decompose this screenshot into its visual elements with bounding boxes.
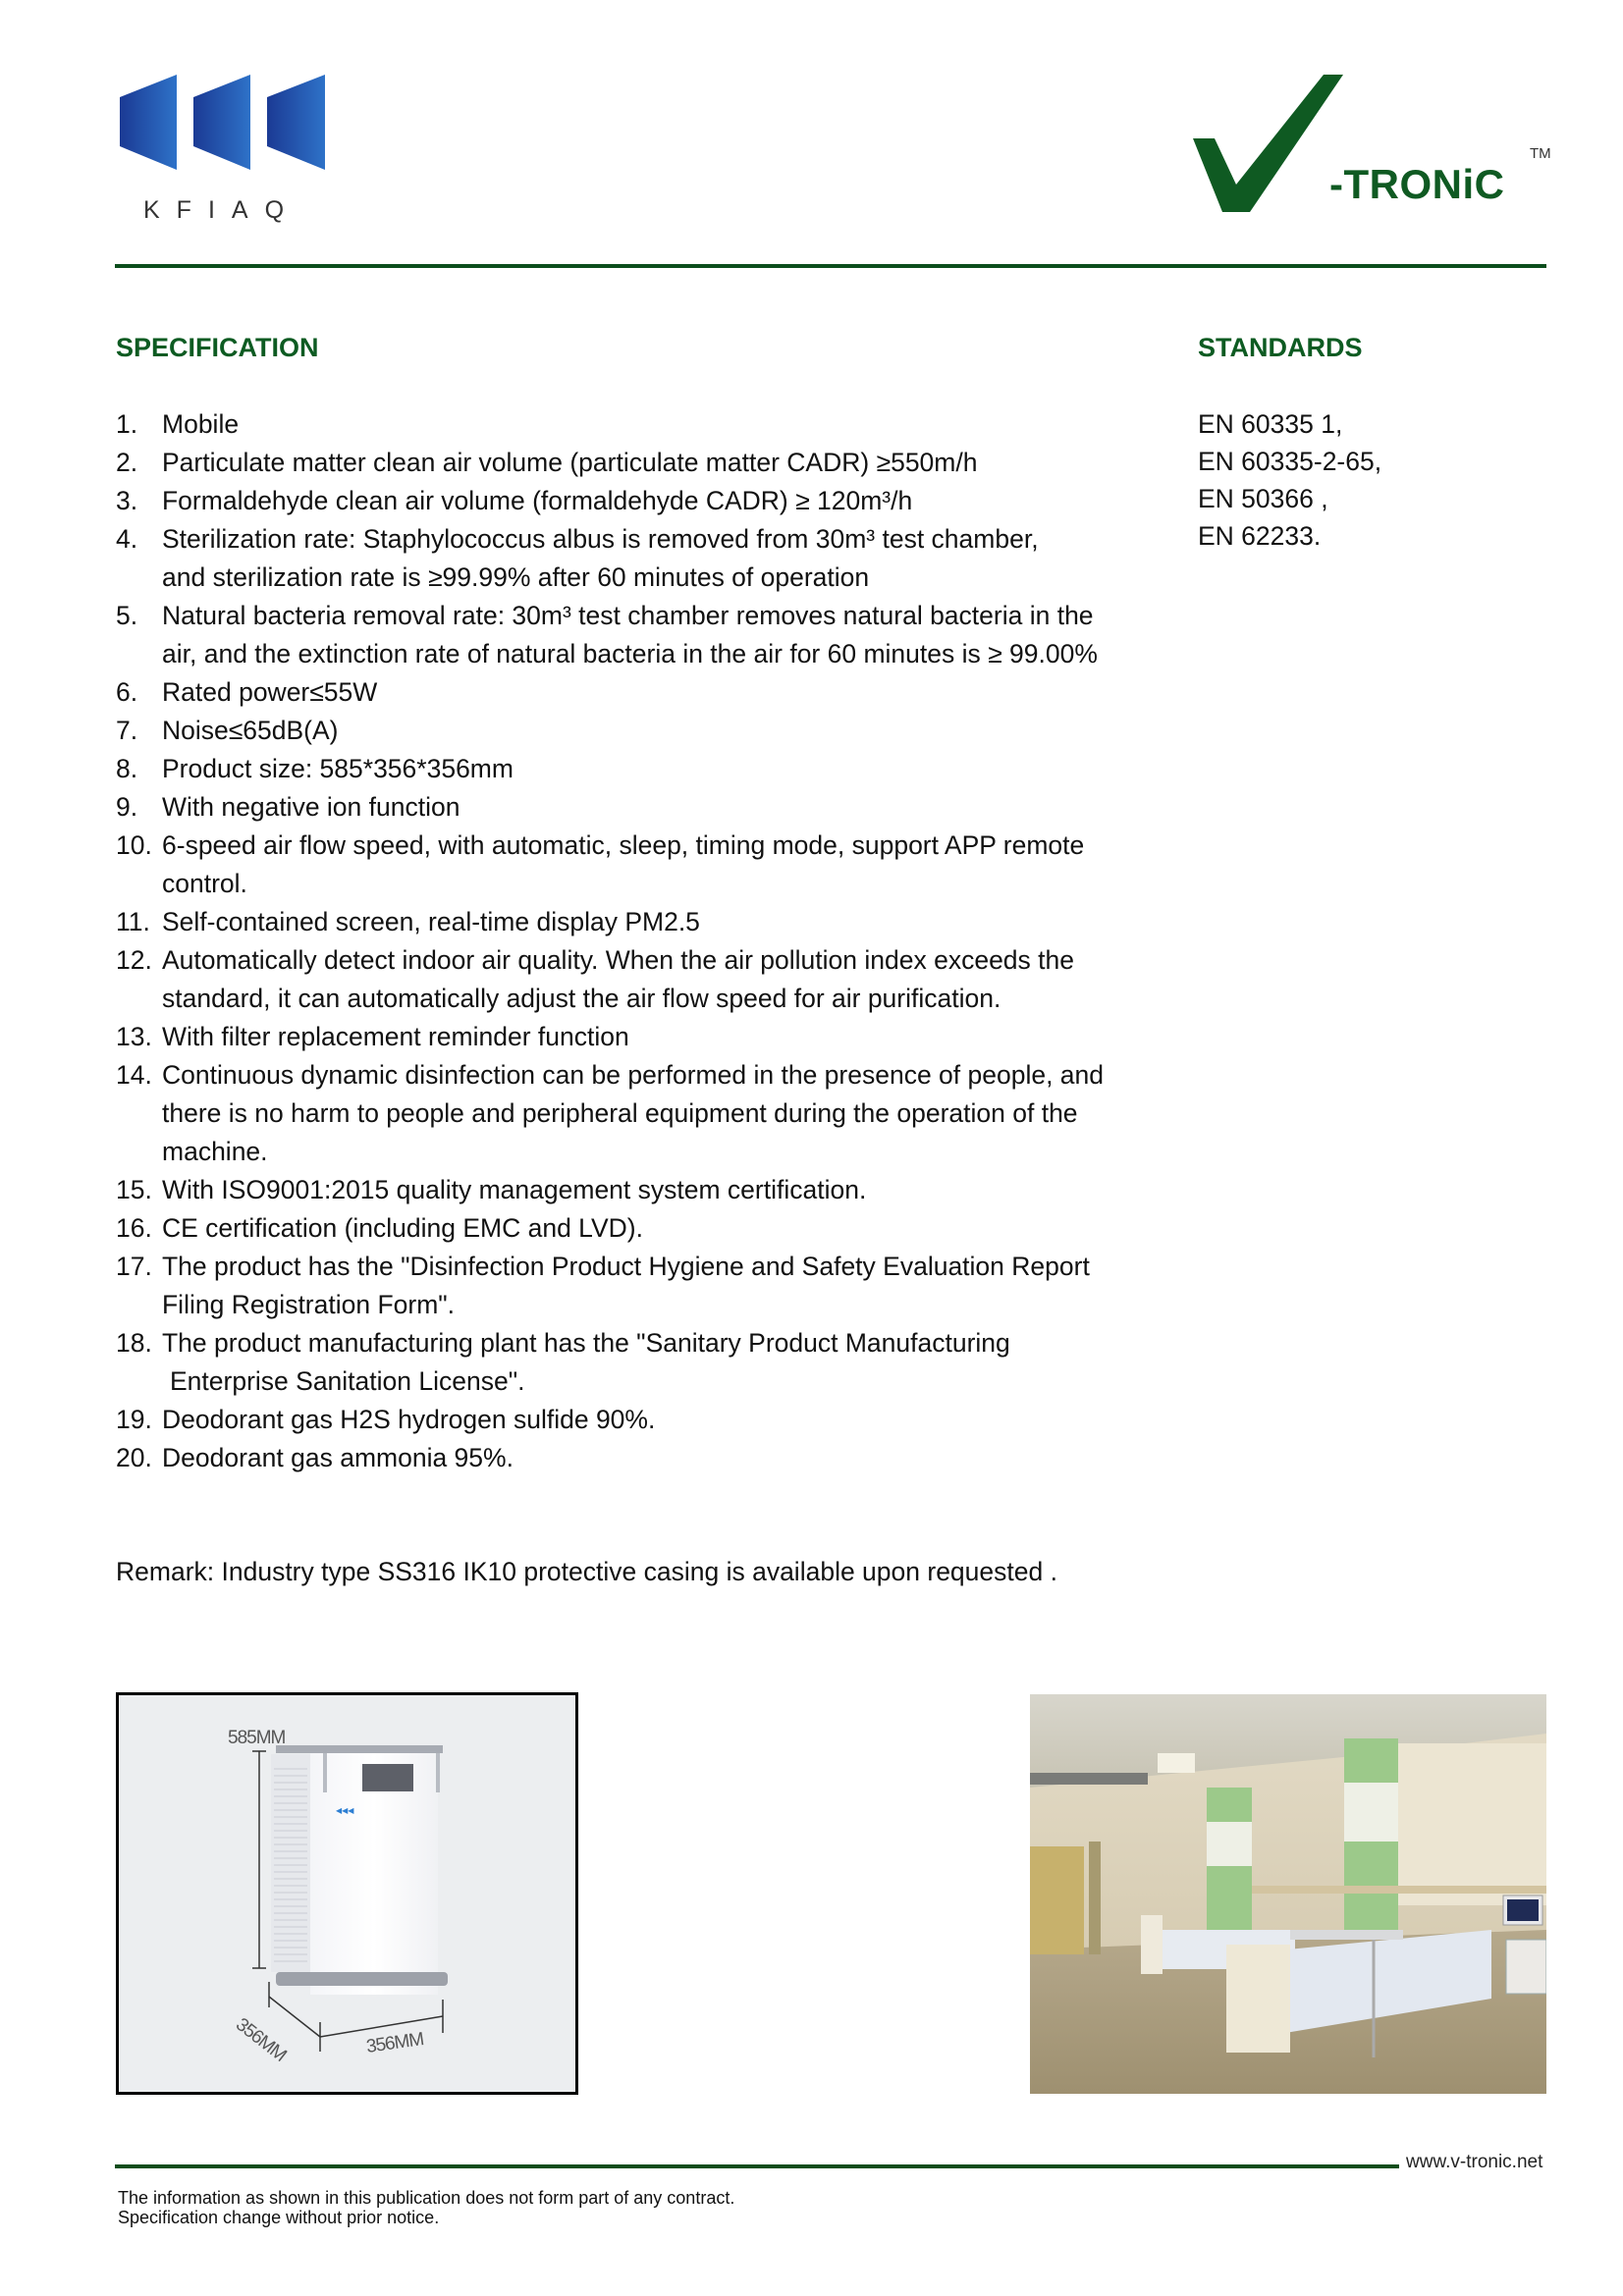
spec-item-text: Mobile <box>162 409 240 439</box>
product-dimension-image <box>116 1692 578 2095</box>
spec-item-number: 8. <box>116 754 138 783</box>
overbed-table <box>1290 1930 1403 1940</box>
width-dimension-label: 356MM <box>364 2029 425 2057</box>
spec-item <box>116 1439 1176 1477</box>
standard-item: EN 60335-2-65, <box>1198 447 1382 476</box>
spec-item-text: Rated power≤55W <box>162 677 378 707</box>
spec-item <box>116 1171 1176 1209</box>
purifier-display-screen <box>362 1764 413 1791</box>
spec-item <box>116 673 1176 712</box>
spec-item-number: 12. <box>116 945 152 975</box>
spec-item-number: 19. <box>116 1405 152 1434</box>
spec-item <box>116 788 1176 827</box>
spec-item-text: Enterprise Sanitation License". <box>170 1366 525 1396</box>
trademark-symbol: TM <box>1530 145 1551 162</box>
standard-item: EN 60335 1, <box>1198 409 1343 439</box>
spec-item <box>116 482 1176 520</box>
vtronic-logo-text: -TRONiC <box>1329 161 1505 207</box>
spec-item-number: 18. <box>116 1328 152 1358</box>
spec-item-number: 10. <box>116 830 152 860</box>
spec-item-text: Filing Registration Form". <box>162 1290 456 1319</box>
spec-item-text: control. <box>162 869 247 898</box>
spec-item-text: Particulate matter clean air volume (particulate matter CADR) ≥550m/h <box>162 448 978 477</box>
svg-text:◀◀◀: ◀◀◀ <box>336 1806 354 1815</box>
spec-item-text: Deodorant gas ammonia 95%. <box>162 1443 514 1472</box>
spec-item-text: Deodorant gas H2S hydrogen sulfide 90%. <box>162 1405 656 1434</box>
bed-headwall-rail <box>1252 1886 1546 1894</box>
remark-text: Remark: Industry type SS316 IK10 protective casing is available upon requested . <box>116 1557 1057 1586</box>
spec-item-number: 7. <box>116 716 138 745</box>
spec-item-text: machine. <box>162 1137 268 1166</box>
spec-item-number: 6. <box>116 677 138 707</box>
purifier-side-grille <box>271 1754 310 1972</box>
spec-item-number: 11. <box>116 907 150 936</box>
footer-divider <box>115 2164 1399 2168</box>
spec-item <box>116 1209 1176 1248</box>
spec-item-text: With negative ion function <box>162 792 460 822</box>
website-link[interactable]: www.v-tronic.net <box>1406 2152 1543 2172</box>
spec-item-number: 2. <box>116 448 138 477</box>
disclaimer-line: The information as shown in this publication does not form part of any contract. <box>118 2188 735 2208</box>
spec-item-text: The product has the "Disinfection Product Hygiene and Safety Evaluation Report <box>162 1252 1090 1281</box>
specification-heading: SPECIFICATION <box>116 333 319 362</box>
spec-item-number: 3. <box>116 486 138 515</box>
kfiaq-logo-block-3 <box>267 75 325 170</box>
standard-item: EN 50366 , <box>1198 484 1328 513</box>
spec-item-text: Self-contained screen, real-time display PM2.5 <box>162 907 700 936</box>
spec-item-number: 15. <box>116 1175 152 1204</box>
spec-item-number: 17. <box>116 1252 152 1281</box>
spec-item <box>116 405 1176 444</box>
spec-item <box>116 1018 1176 1056</box>
spec-item <box>116 1324 1176 1401</box>
spec-item-text: The product manufacturing plant has the "Sanitary Product Manufacturing <box>162 1328 1010 1358</box>
spec-item <box>116 750 1176 788</box>
spec-item-text: Continuous dynamic disinfection can be performed in the presence of people, and <box>162 1060 1105 1090</box>
air-purifier-illustration <box>119 1695 575 2092</box>
spec-item-text: Product size: 585*356*356mm <box>162 754 514 783</box>
bedside-cabinet <box>1506 1940 1546 1994</box>
spec-item-number: 13. <box>116 1022 152 1051</box>
spec-item-text: Noise≤65dB(A) <box>162 716 339 745</box>
spec-item-number: 16. <box>116 1213 152 1243</box>
spec-item-text: and sterilization rate is ≥99.99% after 60 minutes of operation <box>162 562 870 592</box>
spec-item <box>116 520 1176 597</box>
spec-item <box>116 903 1176 941</box>
spec-item-text: 6-speed air flow speed, with automatic, sleep, timing mode, support APP remote <box>162 830 1085 860</box>
spec-item-text: With ISO9001:2015 quality management system certification. <box>162 1175 867 1204</box>
spec-item-number: 4. <box>116 524 138 554</box>
purifier-top-band <box>276 1745 443 1753</box>
specification-list <box>116 405 1176 1477</box>
spec-item-text: air, and the extinction rate of natural bacteria in the air for 60 minutes is ≥ 99.00% <box>162 639 1098 668</box>
spec-item <box>116 444 1176 482</box>
depth-dimension-label: 356MM <box>232 2014 290 2066</box>
spec-item-number: 5. <box>116 601 138 630</box>
hospital-room-photo <box>1030 1694 1546 2094</box>
spec-item-text: there is no harm to people and peripheral equipment during the operation of the <box>162 1098 1078 1128</box>
spec-item <box>116 1056 1176 1171</box>
spec-item <box>116 941 1176 1018</box>
spec-item <box>116 597 1176 673</box>
standard-item: EN 62233. <box>1198 521 1322 551</box>
spec-item-text: With filter replacement reminder function <box>162 1022 629 1051</box>
disclaimer-line: Specification change without prior notice. <box>118 2208 440 2227</box>
spec-item-number: 9. <box>116 792 138 822</box>
spec-item <box>116 1248 1176 1324</box>
spec-item <box>116 1401 1176 1439</box>
spec-item-text: Natural bacteria removal rate: 30m³ test chamber removes natural bacteria in the <box>162 601 1094 630</box>
spec-item <box>116 712 1176 750</box>
purifier-base <box>276 1972 448 1986</box>
standards-heading: STANDARDS <box>1198 333 1363 362</box>
spec-item-number: 1. <box>116 409 138 439</box>
height-dimension-label: 585MM <box>228 1728 286 1748</box>
spec-item-text: Automatically detect indoor air quality. When the air pollution index exceeds the <box>162 945 1075 975</box>
spec-item-number: 14. <box>116 1060 152 1090</box>
spec-item-text: CE certification (including EMC and LVD). <box>162 1213 643 1243</box>
spec-item-text: standard, it can automatically adjust the air flow speed for air purification. <box>162 984 1001 1013</box>
spec-item <box>116 827 1176 903</box>
kfiaq-logo-block-1 <box>120 75 177 170</box>
kfiaq-logo-block-2 <box>193 75 250 170</box>
header-divider <box>115 264 1546 268</box>
spec-item-text: Sterilization rate: Staphylococcus albus is removed from 30m³ test chamber, <box>162 524 1039 554</box>
footer-disclaimer <box>118 2188 734 2227</box>
bed-footboard <box>1226 1945 1290 2053</box>
kfiaq-logo-text: KFIAQ <box>143 196 301 224</box>
spec-item-text: Formaldehyde clean air volume (formaldehyde CADR) ≥ 120m³/h <box>162 486 913 515</box>
ceiling-light <box>1158 1753 1195 1773</box>
door <box>1030 1846 1084 1954</box>
air-vent <box>1030 1773 1148 1785</box>
spec-item-number: 20. <box>116 1443 152 1472</box>
standards-list <box>1198 405 1381 555</box>
